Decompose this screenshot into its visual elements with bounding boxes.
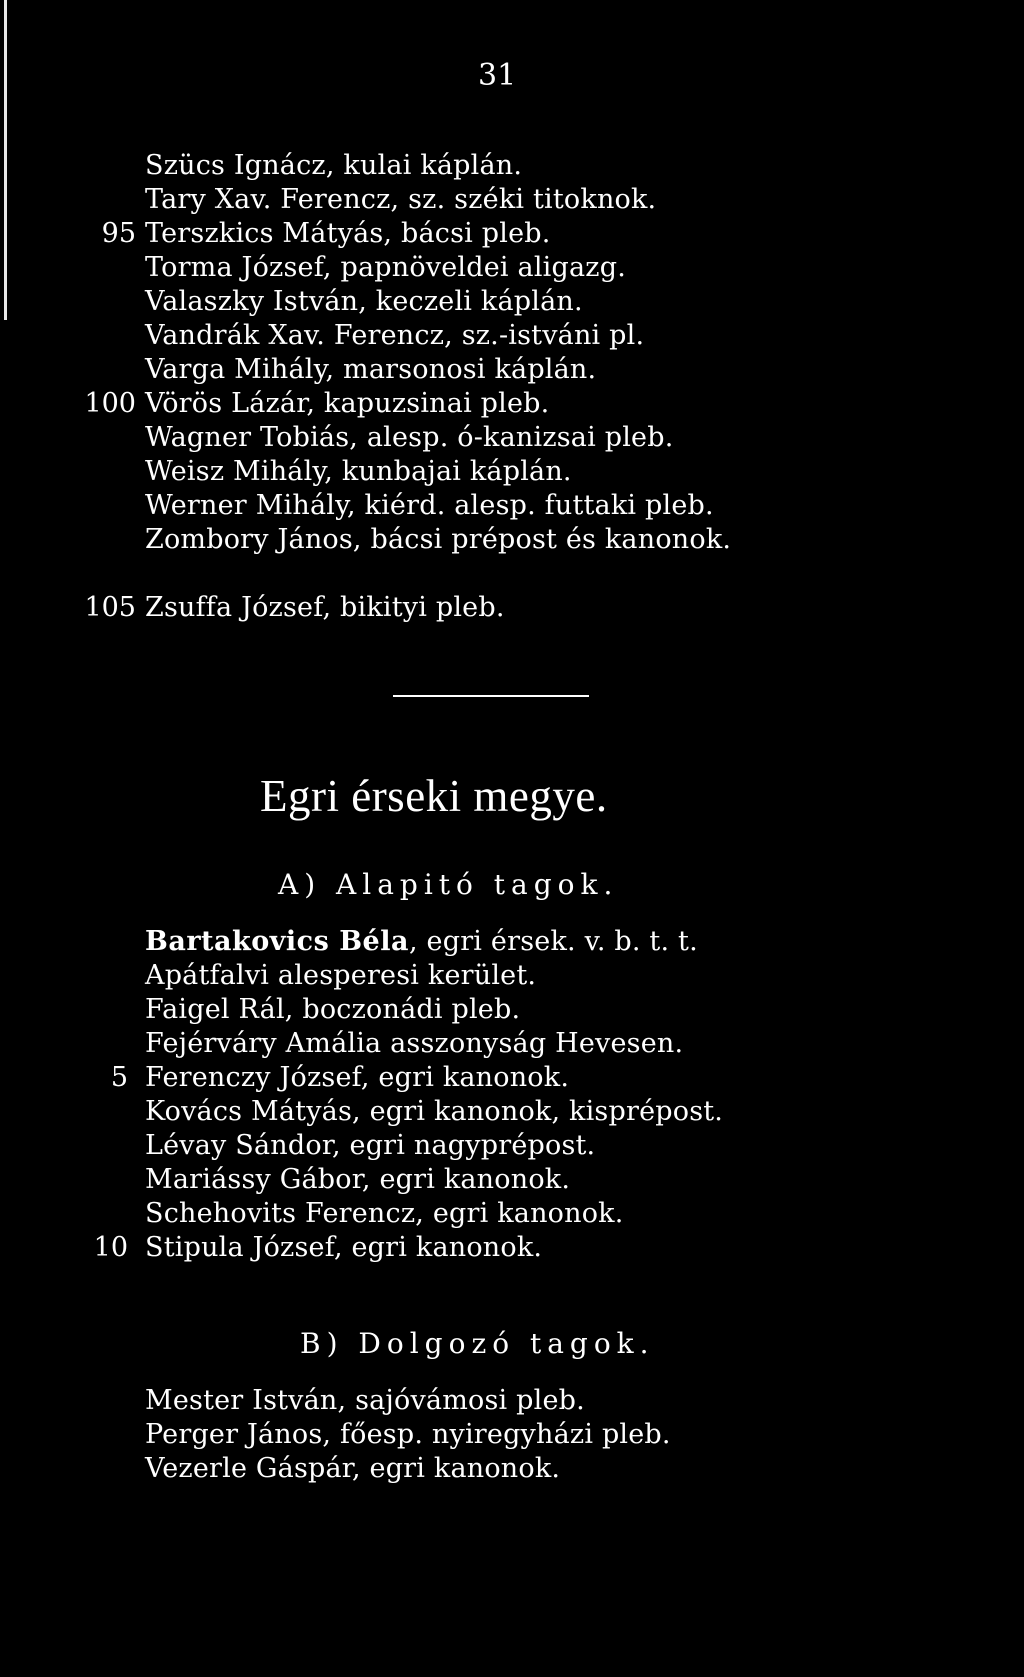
list-item: Vandrák Xav. Ferencz, sz.-istváni pl. — [145, 320, 645, 351]
list-item: Mester István, sajóvámosi pleb. — [145, 1385, 585, 1416]
list-item: Kovács Mátyás, egri kanonok, kisprépost. — [145, 1096, 724, 1127]
list-item: Wagner Tobiás, alesp. ó-kanizsai pleb. — [145, 422, 674, 453]
list-item: Tary Xav. Ferencz, sz. széki titoknok. — [145, 184, 657, 215]
page-number: 31 — [478, 58, 517, 93]
section-divider — [393, 695, 589, 697]
list-item: Weisz Mihály, kunbajai káplán. — [145, 456, 572, 487]
entry-number: 10 — [93, 1232, 128, 1263]
list-item: Stipula József, egri kanonok. — [145, 1232, 543, 1263]
list-item: Perger János, főesp. nyiregyházi pleb. — [145, 1419, 671, 1450]
list-item: Zombory János, bácsi prépost és kanonok. — [145, 524, 732, 555]
list-item: Faigel Rál, boczonádi pleb. — [145, 994, 521, 1025]
section-title: Egri érseki megye. — [260, 771, 608, 821]
list-item: Mariássy Gábor, egri kanonok. — [145, 1164, 571, 1195]
entry-number: 105 — [84, 592, 136, 623]
list-item: Vörös Lázár, kapuzsinai pleb. — [145, 388, 550, 419]
list-item: Torma József, papnöveldei aligazg. — [145, 252, 626, 283]
list-item: Fejérváry Amália asszonyság Hevesen. — [145, 1028, 684, 1059]
list-item: Valaszky István, keczeli káplán. — [145, 286, 583, 317]
list-item: Vezerle Gáspár, egri kanonok. — [145, 1453, 561, 1484]
list-item: Schehovits Ferencz, egri kanonok. — [145, 1198, 624, 1229]
list-item: Zsuffa József, bikityi pleb. — [145, 592, 505, 623]
entry-name-bold: Bartakovics Béla — [145, 926, 409, 957]
entry-number: 5 — [110, 1062, 128, 1093]
entry-rest: , egri érsek. v. b. t. t. — [408, 926, 698, 957]
list-item: Varga Mihály, marsonosi káplán. — [145, 354, 597, 385]
page-edge-line — [4, 0, 7, 320]
list-item: Apátfalvi alesperesi kerület. — [145, 960, 537, 991]
list-item: Terszkics Mátyás, bácsi pleb. — [145, 218, 551, 249]
list-item: Werner Mihály, kiérd. alesp. futtaki pleb. — [145, 490, 714, 521]
subsection-a-heading: A) Alapitó tagok. — [278, 868, 619, 901]
entry-number: 100 — [84, 388, 136, 419]
list-item: Szücs Ignácz, kulai káplán. — [145, 150, 523, 181]
subsection-b-heading: B) Dolgozó tagok. — [300, 1327, 655, 1360]
entry-number: 95 — [101, 218, 136, 249]
list-item: Lévay Sándor, egri nagyprépost. — [145, 1130, 596, 1161]
list-item: Ferenczy József, egri kanonok. — [145, 1062, 570, 1093]
list-item — [145, 925, 698, 959]
